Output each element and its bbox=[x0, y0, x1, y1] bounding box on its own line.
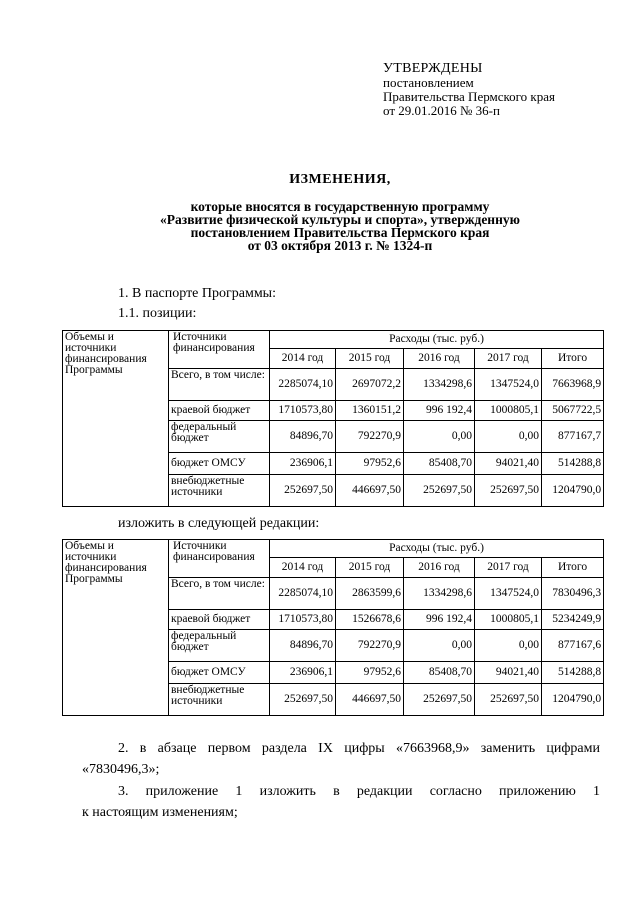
total-header: Итого bbox=[542, 558, 604, 578]
value-cell: 0,00 bbox=[404, 630, 475, 662]
value-cell: 7663968,9 bbox=[542, 369, 604, 401]
source-label: федеральный бюджет bbox=[169, 630, 270, 662]
item-3-continuation: к настоящим изменениям; bbox=[82, 805, 238, 820]
value-cell: 996 192,4 bbox=[404, 401, 475, 421]
total-header: Итого bbox=[542, 349, 604, 369]
value-cell: 252697,50 bbox=[404, 475, 475, 507]
source-label: федеральный бюджет bbox=[169, 421, 270, 453]
value-cell: 85408,70 bbox=[404, 453, 475, 475]
approval-stamp bbox=[383, 62, 555, 118]
value-cell: 792270,9 bbox=[336, 630, 404, 662]
source-label: краевой бюджет bbox=[169, 610, 270, 630]
document-title bbox=[60, 173, 620, 252]
year-header: 2014 год bbox=[270, 558, 336, 578]
value-cell: 5234249,9 bbox=[542, 610, 604, 630]
value-cell: 792270,9 bbox=[336, 421, 404, 453]
expenses-header: Расходы (тыс. руб.) bbox=[270, 331, 604, 349]
source-label: бюджет ОМСУ bbox=[169, 662, 270, 684]
value-cell: 236906,1 bbox=[270, 662, 336, 684]
approval-line: постановлением bbox=[383, 75, 474, 90]
value-cell: 1526678,6 bbox=[336, 610, 404, 630]
year-header: 2016 год bbox=[404, 349, 475, 369]
title-line: которые вносятся в государственную программу bbox=[190, 199, 490, 214]
value-cell: 514288,8 bbox=[542, 453, 604, 475]
value-cell: 996 192,4 bbox=[404, 610, 475, 630]
value-cell: 2285074,10 bbox=[270, 578, 336, 610]
item-3-text: 3. приложение 1 изложить в редакции согласно приложению 1 bbox=[118, 784, 600, 799]
value-cell: 236906,1 bbox=[270, 453, 336, 475]
section-1-heading: 1. В паспорте Программы: bbox=[118, 286, 276, 301]
value-cell: 7830496,3 bbox=[542, 578, 604, 610]
sources-header: Источники финансирования bbox=[169, 540, 270, 578]
value-cell: 514288,8 bbox=[542, 662, 604, 684]
approval-date: от 29.01.2016 № 36-п bbox=[383, 103, 500, 118]
value-cell: 877167,6 bbox=[542, 630, 604, 662]
title-line: постановлением Правительства Пермского края bbox=[190, 225, 490, 240]
year-header: 2017 год bbox=[475, 558, 542, 578]
value-cell: 97952,6 bbox=[336, 662, 404, 684]
value-cell: 877167,7 bbox=[542, 421, 604, 453]
value-cell: 1710573,80 bbox=[270, 610, 336, 630]
source-label: Всего, в том числе: bbox=[169, 369, 270, 401]
value-cell: 252697,50 bbox=[270, 475, 336, 507]
value-cell: 446697,50 bbox=[336, 475, 404, 507]
year-header: 2016 год bbox=[404, 558, 475, 578]
value-cell: 97952,6 bbox=[336, 453, 404, 475]
approval-line: Правительства Пермского края bbox=[383, 89, 555, 104]
value-cell: 0,00 bbox=[475, 421, 542, 453]
title-line: от 03 октября 2013 г. № 1324-п bbox=[247, 238, 433, 253]
year-header: 2014 год bbox=[270, 349, 336, 369]
value-cell: 5067722,5 bbox=[542, 401, 604, 421]
value-cell: 0,00 bbox=[404, 421, 475, 453]
value-cell: 2863599,6 bbox=[336, 578, 404, 610]
value-cell: 0,00 bbox=[475, 630, 542, 662]
value-cell: 446697,50 bbox=[336, 684, 404, 716]
year-header: 2015 год bbox=[336, 558, 404, 578]
section-1-1-heading: 1.1. позиции: bbox=[118, 306, 197, 321]
source-label: внебюджетные источники bbox=[169, 684, 270, 716]
value-cell: 252697,50 bbox=[270, 684, 336, 716]
source-label: бюджет ОМСУ bbox=[169, 453, 270, 475]
value-cell: 1710573,80 bbox=[270, 401, 336, 421]
value-cell: 252697,50 bbox=[404, 684, 475, 716]
scope-cell: Объемы и источники финансирования Программы bbox=[63, 331, 169, 507]
sources-header: Источники финансирования bbox=[169, 331, 270, 369]
year-header: 2017 год bbox=[475, 349, 542, 369]
value-cell: 1000805,1 bbox=[475, 610, 542, 630]
value-cell: 84896,70 bbox=[270, 630, 336, 662]
value-cell: 252697,50 bbox=[475, 475, 542, 507]
approval-heading: УТВЕРЖДЕНЫ bbox=[383, 61, 483, 76]
value-cell: 2697072,2 bbox=[336, 369, 404, 401]
value-cell: 1334298,6 bbox=[404, 369, 475, 401]
title-main: ИЗМЕНЕНИЯ, bbox=[289, 172, 391, 187]
scope-cell: Объемы и источники финансирования Программы bbox=[63, 540, 169, 716]
value-cell: 252697,50 bbox=[475, 684, 542, 716]
value-cell: 1360151,2 bbox=[336, 401, 404, 421]
value-cell: 1347524,0 bbox=[475, 578, 542, 610]
expenses-header: Расходы (тыс. руб.) bbox=[270, 540, 604, 558]
value-cell: 1000805,1 bbox=[475, 401, 542, 421]
year-header: 2015 год bbox=[336, 349, 404, 369]
value-cell: 94021,40 bbox=[475, 453, 542, 475]
value-cell: 85408,70 bbox=[404, 662, 475, 684]
source-label: краевой бюджет bbox=[169, 401, 270, 421]
value-cell: 2285074,10 bbox=[270, 369, 336, 401]
value-cell: 1347524,0 bbox=[475, 369, 542, 401]
source-label: внебюджетные источники bbox=[169, 475, 270, 507]
middle-instruction: изложить в следующей редакции: bbox=[118, 516, 320, 531]
value-cell: 1204790,0 bbox=[542, 684, 604, 716]
financing-table-before bbox=[62, 330, 604, 507]
value-cell: 94021,40 bbox=[475, 662, 542, 684]
value-cell: 84896,70 bbox=[270, 421, 336, 453]
item-2-text: 2. в абзаце первом раздела IX цифры «7663968,9» заменить цифрами «7830496,3»; bbox=[82, 741, 600, 777]
financing-table-after bbox=[62, 539, 604, 716]
title-line: «Развитие физической культуры и спорта», утвержденную bbox=[160, 212, 520, 227]
source-label: Всего, в том числе: bbox=[169, 578, 270, 610]
value-cell: 1334298,6 bbox=[404, 578, 475, 610]
value-cell: 1204790,0 bbox=[542, 475, 604, 507]
